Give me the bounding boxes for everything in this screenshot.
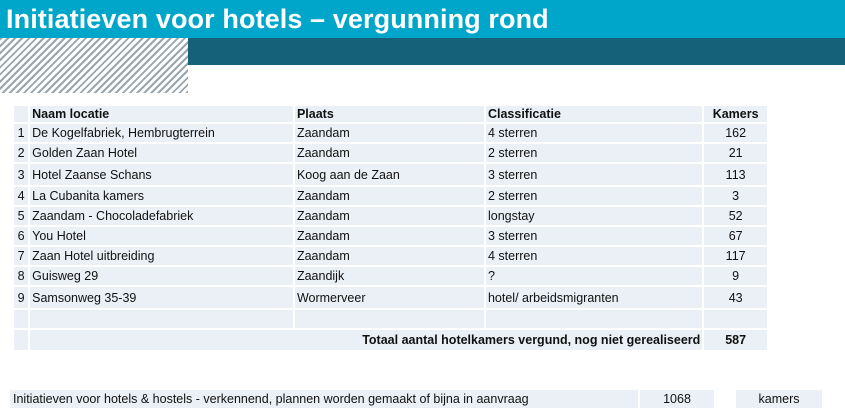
table-header	[14, 106, 767, 122]
row-place: Zaandam	[295, 227, 484, 245]
row-nr: 5	[14, 207, 28, 225]
table-row	[14, 144, 767, 162]
row-class: longstay	[486, 207, 702, 225]
row-place: Zaandam	[295, 144, 484, 162]
table-row	[14, 207, 767, 225]
total-value: 587	[704, 330, 767, 350]
header-class: Classificatie	[486, 106, 702, 122]
row-class: 2 sterren	[486, 187, 702, 205]
exploratory-label: Initiatieven voor hotels & hostels - verkennend, plannen worden gemaakt of bijna in aanvraag	[10, 390, 638, 408]
row-nr: 4	[14, 187, 28, 205]
slide-title: Initiatieven voor hotels – vergunning rond	[6, 4, 549, 34]
row-rooms: 3	[704, 187, 767, 205]
row-nr: 6	[14, 227, 28, 245]
row-name: De Kogelfabriek, Hembrugterrein	[30, 124, 293, 142]
table-row	[14, 287, 767, 308]
title-banner	[0, 0, 845, 38]
row-class: ?	[486, 267, 702, 285]
row-rooms: 21	[704, 144, 767, 162]
row-name: Zaandam - Chocoladefabriek	[30, 207, 293, 225]
table-row	[14, 124, 767, 142]
row-place: Zaandam	[295, 207, 484, 225]
row-class: 4 sterren	[486, 124, 702, 142]
row-place: Zaandam	[295, 187, 484, 205]
row-rooms: 9	[704, 267, 767, 285]
row-class: hotel/ arbeidsmigranten	[486, 287, 702, 308]
header-place: Plaats	[295, 106, 484, 122]
row-name: Guisweg 29	[30, 267, 293, 285]
table-row	[14, 247, 767, 265]
row-nr: 8	[14, 267, 28, 285]
row-rooms: 43	[704, 287, 767, 308]
row-place: Zaandam	[295, 247, 484, 265]
row-name: Zaan Hotel uitbreiding	[30, 247, 293, 265]
row-class: 2 sterren	[486, 144, 702, 162]
row-place: Zaandam	[295, 124, 484, 142]
row-nr: 7	[14, 247, 28, 265]
exploratory-value: 1068	[640, 390, 714, 408]
row-name: Golden Zaan Hotel	[30, 144, 293, 162]
row-rooms: 162	[704, 124, 767, 142]
header-rooms: Kamers	[704, 106, 767, 122]
header-name: Naam locatie	[30, 106, 293, 122]
row-name: Hotel Zaanse Schans	[30, 164, 293, 185]
hatch-decoration	[0, 38, 188, 93]
table-row	[14, 164, 767, 185]
exploratory-unit: kamers	[736, 390, 822, 408]
header-nr	[14, 106, 28, 122]
table-row	[14, 227, 767, 245]
row-rooms: 52	[704, 207, 767, 225]
row-place: Zaandijk	[295, 267, 484, 285]
total-label: Totaal aantal hotelkamers vergund, nog niet gerealiseerd	[30, 330, 702, 350]
row-rooms: 67	[704, 227, 767, 245]
total-row	[14, 330, 767, 350]
row-class: 4 sterren	[486, 247, 702, 265]
row-nr: 1	[14, 124, 28, 142]
row-name: Samsonweg 35-39	[30, 287, 293, 308]
row-rooms: 117	[704, 247, 767, 265]
hotel-table	[12, 104, 769, 352]
empty-row	[14, 310, 767, 328]
row-class: 3 sterren	[486, 227, 702, 245]
exploratory-summary-row	[10, 390, 836, 408]
row-nr: 9	[14, 287, 28, 308]
row-name: You Hotel	[30, 227, 293, 245]
row-place: Koog aan de Zaan	[295, 164, 484, 185]
table-row	[14, 187, 767, 205]
title-banner-lower	[188, 38, 845, 65]
row-name: La Cubanita kamers	[30, 187, 293, 205]
table-row	[14, 267, 767, 285]
row-rooms: 113	[704, 164, 767, 185]
row-place: Wormerveer	[295, 287, 484, 308]
row-nr: 2	[14, 144, 28, 162]
row-class: 3 sterren	[486, 164, 702, 185]
row-nr: 3	[14, 164, 28, 185]
